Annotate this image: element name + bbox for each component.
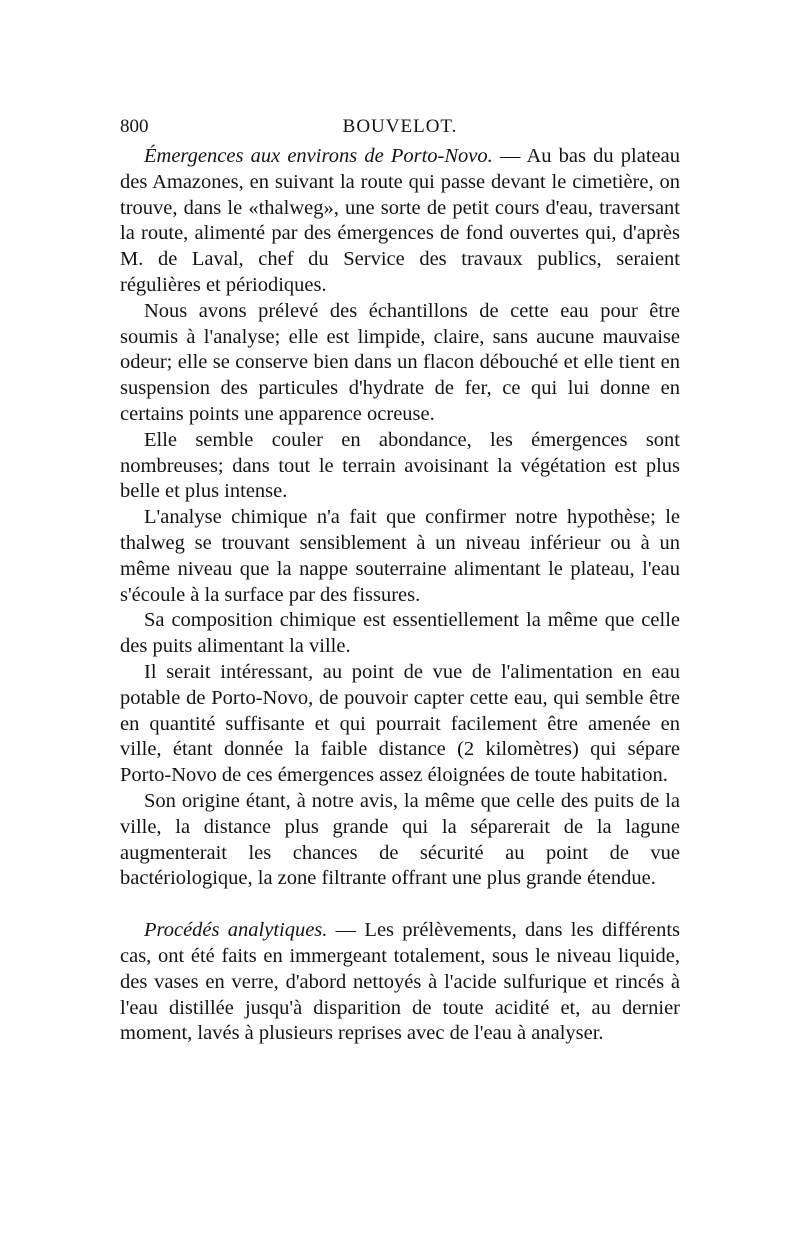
- paragraph-text: Son origine étant, à notre avis, la même que celle des puits de la ville, la distance plus grande qui la séparerait de la lagune augmenterait les chances de sécurité au point de vue bactériologique, la zone filtrante offrant une plus grande étendue.: [120, 789, 680, 890]
- paragraph-text: Nous avons prélevé des échantillons de cette eau pour être soumis à l'analyse; elle est limpide, claire, sans aucune mauvaise odeur; elle se conserve bien dans un flacon débouché et elle tient en suspension des particules d'hydrate de fer, ce qui lui donne en certains points une apparence ocreuse.: [120, 299, 680, 425]
- paragraph-text: — Les prélèvements, dans les différents cas, ont été faits en immergeant totalement, sous le niveau liquide, des vases en verre, d'abord nettoyés à l'acide sulfurique et rincés à l'eau distillée jusqu'à disparition de toute acidité et, au dernier moment, lavés à plusieurs reprises avec de l'eau à analyser.: [120, 919, 680, 1045]
- paragraph-abundance: [120, 428, 680, 505]
- paragraph-procedures: [120, 918, 680, 1047]
- section-lead-emergences: Émergences aux environs de Porto-Novo.: [144, 145, 493, 167]
- paragraph-text: L'analyse chimique n'a fait que confirmer notre hypothèse; le thalweg se trouvant sensiblement à un niveau inférieur ou à un même niveau que la nappe souterraine alimentant le plateau, l'eau s'écoule à la surface par des fissures.: [120, 506, 680, 606]
- paragraph-text: Il serait intéressant, au point de vue de l'alimentation en eau potable de Porto-Novo, de pouvoir capter cette eau, qui semble être en quantité suffisante et qui pourrait facilement être amenée en ville, étant donnée la faible distance (2 kilomètres) qui sépare Porto-Novo de ces émergences assez éloignées de toute habitation.: [120, 660, 680, 787]
- page-number: 800: [120, 116, 149, 137]
- running-head: BOUVELOT.: [342, 116, 458, 137]
- paragraph-samples: [120, 299, 680, 428]
- paragraph-analysis: [120, 505, 680, 608]
- page-header: [120, 116, 680, 142]
- paragraph-origin: [120, 789, 680, 892]
- paragraph-emergences: [120, 144, 680, 299]
- section-lead-procedures: Procédés analytiques.: [144, 919, 328, 942]
- paragraph-text: Elle semble couler en abondance, les émergences sont nombreuses; dans tout le terrain avoisinant la végétation est plus belle et plus intense.: [120, 428, 680, 503]
- paragraph-interest: [120, 660, 680, 789]
- paragraph-text: — Au bas du plateau des Amazones, en suivant la route qui passe devant le cimetière, on trouve, dans le «thalweg», une sorte de petit cours d'eau, traversant la route, alimenté par des émergences de fond ouvertes qui, d'après M. de Laval, chef du Service des travaux publics, seraient régulières et périodiques.: [120, 145, 680, 296]
- paragraph-composition: [120, 608, 680, 660]
- paragraph-text: Sa composition chimique est essentiellement la même que celle des puits alimentant la ville.: [120, 609, 680, 658]
- body-text: [120, 144, 680, 1047]
- section-gap: [120, 892, 680, 918]
